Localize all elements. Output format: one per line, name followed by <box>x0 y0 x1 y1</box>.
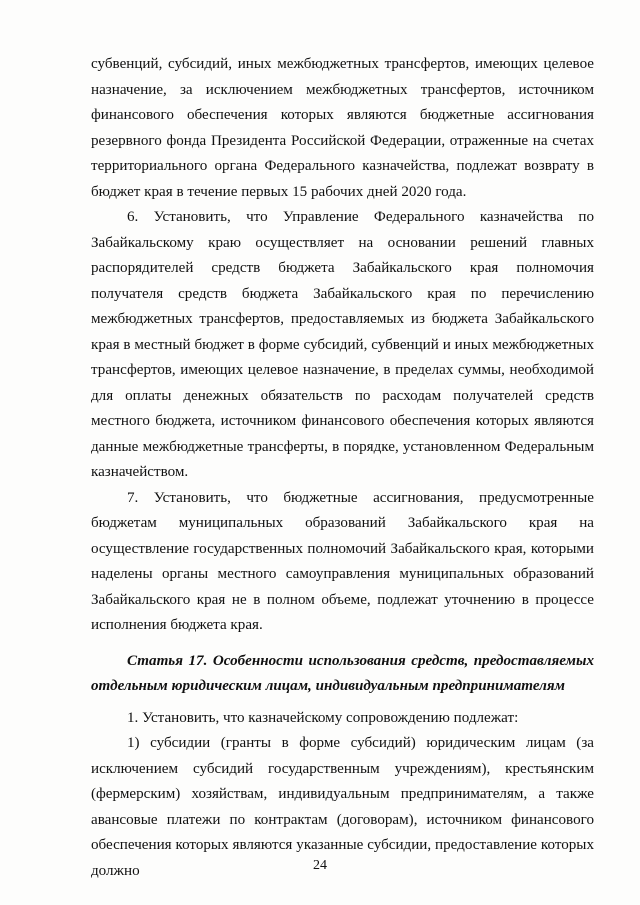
paragraph-article-item-1: 1. Установить, что казначейскому сопровождению подлежат: <box>127 709 519 726</box>
paragraph-article-subitem-1: 1) субсидии (гранты в форме субсидий) юридическим лицам (за исключением субсидий государственным учреждениям), крестьянским (фермерским) хозяйствам, индивидуальным предпринимателям, а также авансовые платежи по контрактам (договорам), источником финансового обеспечения которых являются указанные субсидии, предоставление которых должно <box>91 735 594 879</box>
page-number: 24 <box>313 858 327 873</box>
article-heading: Статья 17. Особенности использования средств, предоставляемых отдельным юридическим лицам, индивидуальным предпринимателям <box>91 652 594 694</box>
paragraph-continuation: субвенций, субсидий, иных межбюджетных трансфертов, имеющих целевое назначение, за исключением межбюджетных трансфертов, источником финансового обеспечения которых являются бюджетные ассигнования резервного фонда Президента Российской Федерации, отраженные на счетах территориального органа Федерального казначейства, подлежат возврату в бюджет края в течение первых 15 рабочих дней 2020 года. <box>91 56 594 200</box>
paragraph-item-6: 6. Установить, что Управление Федерального казначейства по Забайкальскому краю осуществляет на основании решений главных распорядителей средств бюджета Забайкальского края полномочия получателя средств бюджета Забайкальского края по перечислению межбюджетных трансфертов, предоставляемых из бюджета Забайкальского края в местный бюджет в форме субсидий, субвенций и иных межбюджетных трансфертов, имеющих целевое назначение, в пределах суммы, необходимой для оплаты денежных обязательств по расходам получателей средств местного бюджета, источником финансового обеспечения которых являются данные межбюджетные трансферты, в порядке, установленном Федеральным казначейством. <box>91 209 594 480</box>
page-body <box>91 52 594 884</box>
paragraph-item-7: 7. Установить, что бюджетные ассигнования, предусмотренные бюджетам муниципальных образований Забайкальского края на осуществление государственных полномочий Забайкальского края, которыми наделены органы местного самоуправления муниципальных образований Забайкальского края не в полном объеме, подлежат уточнению в процессе исполнения бюджета края. <box>91 489 594 633</box>
